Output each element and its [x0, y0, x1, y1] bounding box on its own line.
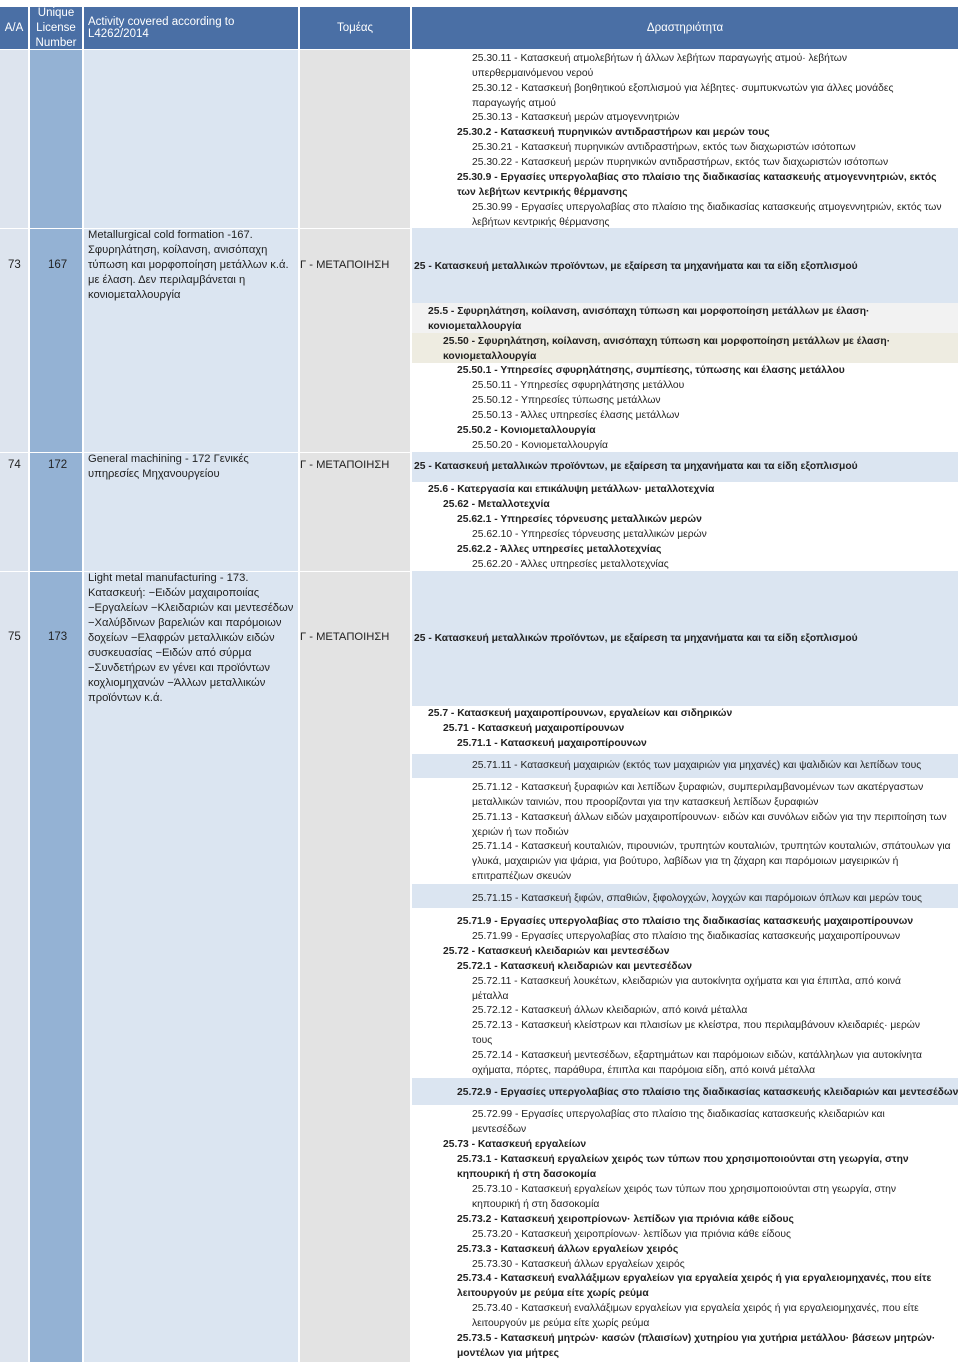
activity-item: 25.73.2 - Κατασκευή χειροπρίονων· λεπίδων για πριόνια κάθε είδους — [457, 1214, 794, 1225]
activity-item: 25.50.20 - Κονιομεταλλουργία — [472, 440, 609, 451]
activity-item: 25.50.2 - Κονιομεταλλουργία — [457, 425, 596, 436]
header-activity: Activity covered according to L4262/2014 — [84, 7, 298, 49]
activity-item: 25.62 - Μεταλλοτεχνία — [443, 499, 550, 510]
activity-item: 25.50.1 - Υπηρεσίες σφυρηλάτησης, συμπίεσης, τύπωσης και έλασης μετάλλου — [457, 365, 845, 376]
activity-item: 25.50.12 - Υπηρεσίες τύπωσης μετάλλων — [472, 395, 661, 406]
activity-item: 25.72.13 - Κατασκευή κλείστρων και πλαισίων με κλείστρα, που περιλαμβάνουν κλειδαριές· μερών τους — [472, 1020, 920, 1046]
row-license: 173 — [48, 631, 68, 643]
row-sector: Γ - ΜΕΤΑΠΟΙΗΣΗ — [300, 459, 390, 471]
activity-item: 25.50.11 - Υπηρεσίες σφυρηλάτησης μετάλλου — [472, 380, 685, 391]
row-aa: 73 — [8, 259, 21, 271]
activity-item: 25.73.30 - Κατασκευή άλλων εργαλείων χειρός — [472, 1259, 685, 1270]
activity-item: 25.71.13 - Κατασκευή άλλων ειδών μαχαιροπίρουνων· ειδών και συνόλων ειδών για την περιποίηση των χεριών ή των ποδιών — [472, 812, 947, 838]
activity-item: 25.73.5 - Κατασκευή μητρών· κασών (πλαισίων) χυτηρίου για χυτήρια μετάλλου· βάσεων μητρών· μοντέλων για μήτρες — [457, 1333, 936, 1359]
row-main-activity: 25 - Κατασκευή μεταλλικών προϊόντων, με εξαίρεση τα μηχανήματα και τα είδη εξοπλισμού — [414, 261, 858, 272]
activity-item: 25.72 - Κατασκευή κλειδαριών και μεντεσέδων — [443, 946, 670, 957]
activity-item: 25.50.13 - Άλλες υπηρεσίες έλασης μετάλλων — [472, 410, 680, 421]
activity-item: 25.72.14 - Κατασκευή μεντεσέδων, εξαρτημάτων και παρόμοιων ειδών, κατάλληλων για αυτοκίνητα οχήματα, πόρτες, παράθυρα, έπιπλα και παρόμοια είδη, από κοινά μέταλλα — [472, 1050, 922, 1076]
activity-item: 25.73.10 - Κατασκευή εργαλείων χειρός των τύπων που χρησιμοποιούνται στη γεωργία, στην κηπουρική ή στη δασοκομία — [472, 1184, 896, 1210]
activity-item: 25.62.10 - Υπηρεσίες τόρνευσης μεταλλικών μερών — [472, 529, 707, 540]
activity-item: 25.72.99 - Εργασίες υπεργολαβίας στο πλαίσιο της διαδικασίας κατασκευής κλειδαριών και μεντεσέδων — [472, 1109, 885, 1135]
activity-item: 25.73.3 - Κατασκευή άλλων εργαλείων χειρός — [457, 1244, 679, 1255]
row-main-activity: 25 - Κατασκευή μεταλλικών προϊόντων, με εξαίρεση τα μηχανήματα και τα είδη εξοπλισμού — [414, 633, 858, 644]
activity-item: 25.50 - Σφυρηλάτηση, κοίλανση, ανισόπαχη τύπωση και μορφοποίηση μετάλλων με έλαση· κονιομεταλλουργία — [443, 336, 891, 362]
row-sector: Γ - ΜΕΤΑΠΟΙΗΣΗ — [300, 631, 390, 643]
activity-item: 25.71.11 - Κατασκευή μαχαιριών (εκτός των μαχαιριών για μηχανές) και ψαλιδιών και λεπίδων τους — [472, 760, 922, 771]
activity-item: 25.72.1 - Κατασκευή κλειδαριών και μεντεσέδων — [457, 961, 693, 972]
row-description: General machining - 172 Γενικές υπηρεσίες Μηχανουργείου — [88, 453, 249, 480]
activity-item: 25.73.40 - Κατασκευή εναλλάξιμων εργαλείων για εργαλεία χειρός ή για εργαλειομηχανές, που είτε λειτουργούν με ρεύμα είτε χωρίς ρεύμα — [472, 1303, 919, 1329]
row-description: Metallurgical cold formation -167. Σφυρηλάτηση, κοίλανση, ανισόπαχη τύπωση και μορφοποίηση μετάλλων κ.ά. με έλαση. Δεν περιλαμβάνεται η κονιομεταλλουργία — [88, 229, 289, 301]
activity-item: 25.30.11 - Κατασκευή ατμολεβήτων ή άλλων λεβήτων παραγωγής ατμού· λεβήτων υπερθερμαινόμενου νερού — [472, 53, 847, 79]
activity-item: 25.72.9 - Εργασίες υπεργολαβίας στο πλαίσιο της διαδικασίας κατασκευής κλειδαριών και μεντεσέδων — [457, 1087, 959, 1098]
activity-item: 25.30.21 - Κατασκευή πυρηνικών αντιδραστήρων, εκτός των διαχωριστών ισότοπων — [472, 142, 856, 153]
activity-item: 25.30.2 - Κατασκευή πυρηνικών αντιδραστήρων και μερών τους — [457, 127, 770, 138]
row-sector: Γ - ΜΕΤΑΠΟΙΗΣΗ — [300, 259, 390, 271]
header-aa: Α/Α — [0, 7, 28, 49]
activity-item: 25.71.15 - Κατασκευή ξιφών, σπαθιών, ξιφολογχών, λογχών και παρόμοιων όπλων και μερών τους — [472, 893, 922, 904]
activity-item: 25.71.1 - Κατασκευή μαχαιροπίρουνων — [457, 738, 647, 749]
activity-item: 25.71.99 - Εργασίες υπεργολαβίας στο πλαίσιο της διαδικασίας κατασκευής μαχαιροπίρουνων — [472, 931, 901, 942]
activity-item: 25.30.13 - Κατασκευή μερών ατμογεννητριών — [472, 112, 680, 123]
activity-item: 25.73.20 - Κατασκευή χειροπρίονων· λεπίδων για πριόνια κάθε είδους — [472, 1229, 791, 1240]
row-license: 167 — [48, 259, 68, 271]
activity-item: 25.30.99 - Εργασίες υπεργολαβίας στο πλαίσιο της διαδικασίας κατασκευής ατμογεννητριών, εκτός των λεβήτων κεντρικής θέρμανσης — [472, 202, 942, 228]
col-aa-bg — [0, 50, 28, 1362]
activity-item: 25.62.1 - Υπηρεσίες τόρνευσης μεταλλικών μερών — [457, 514, 702, 525]
activity-item: 25.71 - Κατασκευή μαχαιροπίρουνων — [443, 723, 625, 734]
activity-item: 25.73.4 - Κατασκευή εναλλάξιμων εργαλείων για εργαλεία χειρός ή για εργαλειομηχανές, που είτε λειτουργούν με ρεύμα είτε χωρίς ρεύμα — [457, 1273, 932, 1299]
activity-item: 25.73 - Κατασκευή εργαλείων — [443, 1139, 587, 1150]
activity-item: 25.62.20 - Άλλες υπηρεσίες μεταλλοτεχνίας — [472, 559, 669, 570]
activity-item: 25.7 - Κατασκευή μαχαιροπίρουνων, εργαλείων και σιδηρικών — [428, 708, 733, 719]
activity-item: 25.71.12 - Κατασκευή ξυραφιών και λεπίδων ξυραφιών, συμπεριλαμβανομένων των ακατέργαστων μεταλλικών ταινιών, που προορίζονται για την κατασκευή λεπίδων ξυραφιών — [472, 782, 924, 808]
activity-item: 25.6 - Κατεργασία και επικάλυψη μετάλλων· μεταλλοτεχνία — [428, 484, 715, 495]
activity-item: 25.73.1 - Κατασκευή εργαλείων χειρός των τύπων που χρησιμοποιούνται στη γεωργία, στην κηπουρική ή στη δασοκομία — [457, 1154, 909, 1180]
activity-item: 25.5 - Σφυρηλάτηση, κοίλανση, ανισόπαχη τύπωση και μορφοποίηση μετάλλων με έλαση· κονιομεταλλουργία — [428, 306, 870, 332]
row-main-activity: 25 - Κατασκευή μεταλλικών προϊόντων, με εξαίρεση τα μηχανήματα και τα είδη εξοπλισμού — [414, 461, 858, 472]
activity-item: 25.30.12 - Κατασκευή βοηθητικού εξοπλισμού για λέβητες· συμπυκνωτών για άλλες μονάδες παραγωγής ατμού — [472, 83, 894, 109]
col-license-bg — [30, 50, 82, 1362]
header-sector: Τομέας — [300, 7, 410, 49]
activity-item: 25.30.22 - Κατασκευή μερών πυρηνικών αντιδραστήρων, εκτός των διαχωριστών ισότοπων — [472, 157, 889, 168]
activity-item: 25.71.9 - Εργασίες υπεργολαβίας στο πλαίσιο της διαδικασίας κατασκευής μαχαιροπίρουνων — [457, 916, 914, 927]
activity-item: 25.30.9 - Εργασίες υπεργολαβίας στο πλαίσιο της διαδικασίας κατασκευής ατμογεννητριών, εκτός των λεβήτων κεντρικής θέρμανσης — [457, 172, 937, 198]
activity-item: 25.71.14 - Κατασκευή κουταλιών, πιρουνιών, τρυπητών κουταλιών, τρυπητών κουταλιών, σπάτουλων για γλυκά, μαχαιριών για ψάρια, για βούτυρο, λαβίδων για τη ζάχαρη και παρόμοιων μαγειρικών ή επιτραπέζιων σκευών — [472, 841, 951, 882]
row-aa: 75 — [8, 631, 21, 643]
header-drastiriotita: Δραστηριότητα — [412, 7, 958, 49]
row-aa: 74 — [8, 459, 21, 471]
col-sector-bg — [300, 50, 410, 1362]
activity-item: 25.72.12 - Κατασκευή άλλων κλειδαριών, από κοινά μέταλλα — [472, 1005, 748, 1016]
header-license: Unique License Number — [30, 7, 82, 49]
activity-item: 25.72.11 - Κατασκευή λουκέτων, κλειδαριών για αυτοκίνητα οχήματα και για έπιπλα, από κοινά μέταλλα — [472, 976, 901, 1002]
row-description: Light metal manufacturing - 173. Κατασκευή: −Ειδών μαχαιροποιίας −Εργαλείων −Κλειδαριών και μεντεσέδων −Χαλύβδινων βαρελιών και παρόμοιων δοχείων −Ελαφρών μεταλλικών ειδών συσκευασίας −Ειδών από σύρμα −Συνδετήρων εν γένει και προϊόντων κοχλιομηχανών −Άλλων μεταλλικών προϊόντων κ.ά. — [88, 572, 294, 704]
activity-item: 25.62.2 - Άλλες υπηρεσίες μεταλλοτεχνίας — [457, 544, 662, 555]
row-license: 172 — [48, 459, 68, 471]
